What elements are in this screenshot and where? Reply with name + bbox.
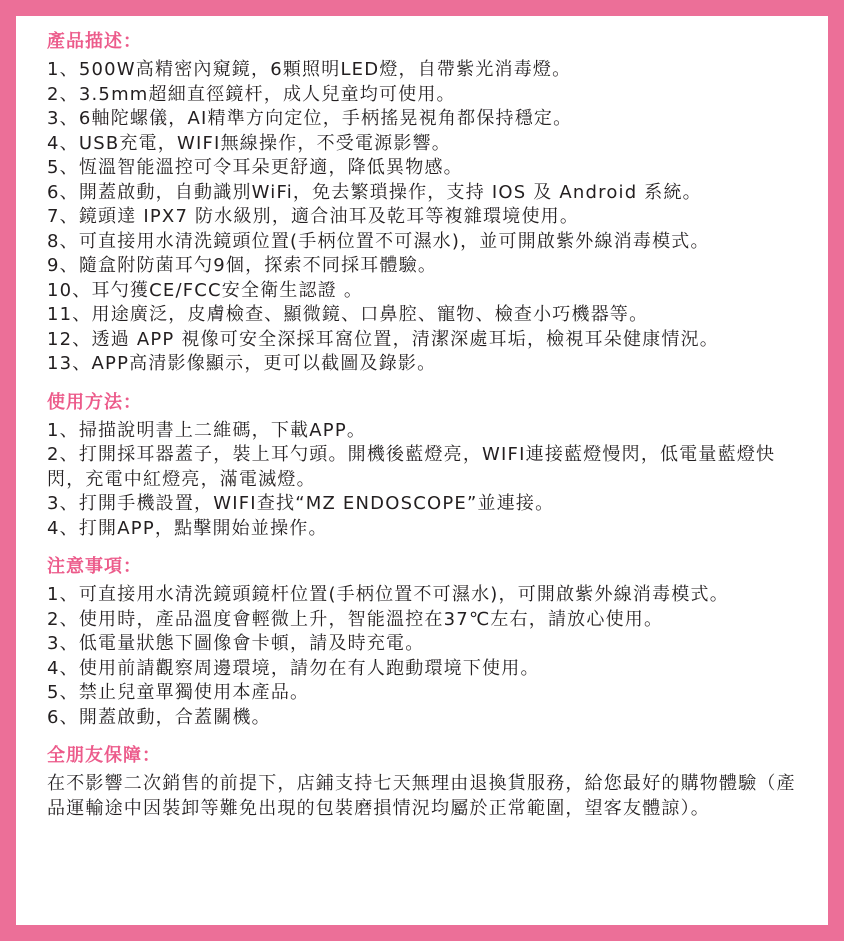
list-item: 5、禁止兒童單獨使用本產品。 [47, 682, 310, 703]
usage-list [47, 419, 798, 542]
list-item: 5、恆溫智能溫控可令耳朵更舒適，降低異物感。 [47, 157, 463, 178]
list-item: 4、USB充電，WIFI無線操作，不受電源影響。 [47, 132, 451, 154]
list-item: 6、開蓋啟動，合蓋關機。 [47, 706, 271, 728]
description-list [47, 58, 798, 377]
notes-list [47, 583, 798, 730]
list-item: 4、使用前請觀察周邊環境，請勿在有人跑動環境下使用。 [47, 657, 540, 679]
content-card [16, 16, 828, 925]
warranty-section [47, 744, 798, 821]
list-item: 6、開蓋啟動，自動識別WiFi，免去繁瑣操作，支持 IOS 及 Android 系統。 [47, 181, 702, 203]
section-title: 注意事項： [47, 556, 142, 577]
list-item: 3、6軸陀螺儀，AI精準方向定位，手柄搖晃視角都保持穩定。 [47, 108, 573, 129]
list-item: 1、500W高精密內窺鏡，6顆照明LED燈，自帶紫光消毒燈。 [47, 59, 572, 80]
section-spacer [47, 730, 798, 744]
section-title: 全朋友保障： [47, 745, 161, 766]
list-item: 3、低電量狀態下圖像會卡頓，請及時充電。 [47, 633, 425, 654]
list-item: 13、APP高清影像顯示，更可以截圖及錄影。 [47, 353, 437, 374]
list-item: 2、使用時，產品溫度會輕微上升，智能溫控在37℃左右，請放心使用。 [47, 608, 664, 630]
list-item: 11、用途廣泛，皮膚檢查、顯微鏡、口鼻腔、寵物、檢查小巧機器等。 [47, 304, 649, 325]
list-item: 4、打開APP，點擊開始並操作。 [47, 517, 328, 539]
list-item: 8、可直接用水清洗鏡頭位置(手柄位置不可濕水)，並可開啟紫外線消毒模式。 [47, 230, 710, 252]
list-item: 12、透過 APP 視像可安全深採耳窩位置，清潔深處耳垢，檢視耳朵健康情況。 [47, 328, 719, 350]
list-item: 3、打開手機設置，WIFI查找“MZ ENDOSCOPE”並連接。 [47, 493, 555, 514]
section-spacer [47, 541, 798, 555]
usage-section [47, 391, 798, 542]
section-title: 產品描述： [47, 31, 142, 52]
section-spacer [47, 377, 798, 391]
list-item: 2、3.5mm超細直徑鏡杆，成人兒童均可使用。 [47, 83, 456, 105]
product-description-section [47, 30, 798, 377]
warranty-text: 在不影響二次銷售的前提下，店鋪支持七天無理由退換貨服務，給您最好的購物體驗（產品運輸途中因裝卸等難免出現的包裝磨損情況均屬於正常範圍，望客友體諒）。 [47, 773, 796, 819]
list-item: 1、可直接用水清洗鏡頭鏡杆位置(手柄位置不可濕水)，可開啟紫外線消毒模式。 [47, 584, 729, 605]
list-item: 1、掃描說明書上二維碼，下載APP。 [47, 419, 367, 441]
section-title: 使用方法： [47, 391, 142, 413]
list-item: 2、打開採耳器蓋子，裝上耳勺頭。開機後藍燈亮，WIFI連接藍燈慢閃，低電量藍燈快閃，充電中紅燈亮，滿電滅燈。 [47, 444, 776, 490]
list-item: 7、鏡頭達 IPX7 防水級別，適合油耳及乾耳等複雜環境使用。 [47, 206, 580, 227]
list-item: 9、隨盒附防菌耳勺9個，探索不同採耳體驗。 [47, 255, 438, 276]
notes-section [47, 555, 798, 730]
list-item: 10、耳勺獲CE/FCC安全衛生認證 。 [47, 279, 364, 301]
